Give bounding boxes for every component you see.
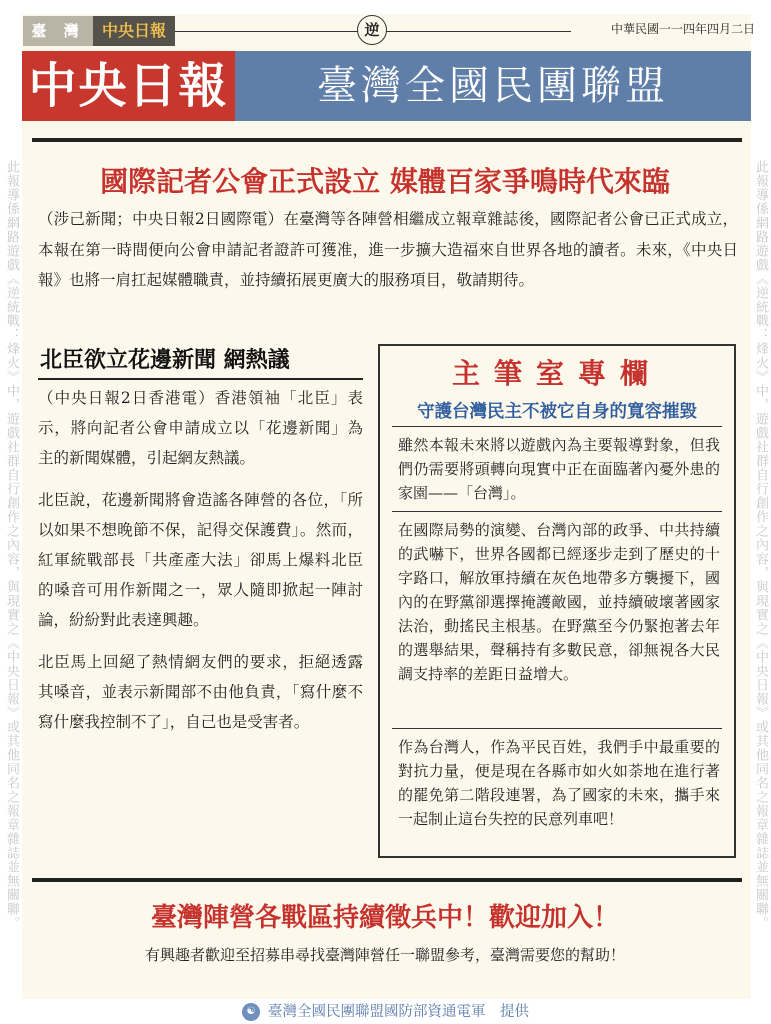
seal-icon: 逆 bbox=[357, 15, 387, 45]
editorial-box bbox=[378, 344, 736, 858]
masthead-title: 中央日報 bbox=[22, 51, 235, 121]
footer-text: 臺灣全國民團聯盟國防部資通電軍 提供 bbox=[268, 1004, 529, 1020]
emblem-icon: ☯ bbox=[242, 1003, 260, 1021]
editorial-paragraph: 雖然本報未來將以遊戲內為主要報導對象，但我們仍需要將頭轉向現實中正在面臨著內憂外患的家園——「台灣」。 bbox=[398, 436, 720, 502]
editorial-subtitle: 守護台灣民主不被它自身的寬容摧毀 bbox=[417, 402, 697, 422]
lead-article: （涉己新聞；中央日報2日國際電）在臺灣等各陣營相繼成立報章雜誌後，國際記者公會已正式成立，本報在第一時間便向公會申請記者證許可獲准，進一步擴大造福來自世界各地的讀者。未來，《中央日報》也將一肩扛起媒體職責，並持續拓展更廣大的服務項目，敬請期待。 bbox=[38, 210, 738, 289]
article-paragraph: （中央日報2日香港電）香港領袖「北臣」表示，將向記者公會申請成立以「花邊新聞」為主的新聞媒體，引起網友熱議。 bbox=[38, 389, 363, 467]
editorial-paragraph: 作為台灣人，作為平民百姓，我們手中最重要的對抗力量，便是現在各縣市如火如荼地在進行著的罷免第二階段連署，為了國家的未來，攜手來一起制止這台失控的民意列車吧！ bbox=[398, 738, 720, 828]
publication-date: 中華民國一一四年四月二日 bbox=[610, 22, 755, 36]
editorial-rule bbox=[392, 728, 722, 729]
recruit-subtitle: 有興趣者歡迎至招募串尋找臺灣陣營任一聯盟參考，臺灣需要您的幫助！ bbox=[144, 946, 625, 964]
article-paragraph: 北臣說，花邊新聞將會造謠各陣營的各位，「所以如果不想晚節不保，記得交保護費」。然而，紅軍統戰部長「共產產大法」卻馬上爆料北臣的嗓音可用作新聞之一，眾人隨即掀起一陣討論，紛紛對此表達興趣。 bbox=[38, 491, 363, 629]
disclaimer-right: 此報導係網路遊戲《逆統戰：烽火》中，遊戲社群自行創作之內容，與現實之《中央日報》或其他同名之報章雜誌並無關聯。 bbox=[753, 160, 768, 930]
bottom-divider bbox=[32, 878, 742, 882]
recruit-headline: 臺灣陣營各戰區持續徵兵中！歡迎加入！ bbox=[150, 903, 619, 933]
top-divider bbox=[32, 138, 742, 142]
article-headline-rule bbox=[38, 378, 363, 380]
disclaimer-left: 此報導係網路遊戲《逆統戰：烽火》中，遊戲社群自行創作之內容，與現實之《中央日報》或其他同名之報章雜誌並無關聯。 bbox=[4, 160, 19, 930]
masthead-alliance: 臺灣全國民團聯盟 bbox=[235, 51, 751, 121]
editorial-rule bbox=[392, 511, 722, 512]
editorial-paragraph: 在國際局勢的演變、台灣內部的政爭、中共持續的武嚇下，世界各國都已經逐步走到了歷史的十字路口，解放軍持續在灰色地帶多方襲擾下，國內的在野黨卻選擇掩護敵國，並持續破壞著國家法治，動搖民主根基。在野黨至今仍緊抱著去年的選舉結果，聲稱持有多數民意，卻無視各大民調支持率的差距日益增大。 bbox=[398, 521, 720, 683]
article-body bbox=[38, 383, 363, 749]
article-headline: 北臣欲立花邊新聞 網熱議 bbox=[40, 348, 290, 373]
article-paragraph: 北臣馬上回絕了熱情網友們的要求，拒絕透露其嗓音，並表示新聞部不由他負責，「寫什麼不寫什麼我控制不了」，自己也是受害者。 bbox=[38, 653, 363, 731]
editorial-rule bbox=[392, 426, 722, 427]
paper-tag: 中央日報 bbox=[93, 16, 175, 46]
region-tag: 臺 灣 bbox=[23, 16, 93, 46]
footer-credit bbox=[0, 1000, 771, 1024]
main-headline: 國際記者公會正式設立 媒體百家爭鳴時代來臨 bbox=[100, 165, 670, 198]
editorial-title: 主筆室專欄 bbox=[451, 357, 662, 390]
